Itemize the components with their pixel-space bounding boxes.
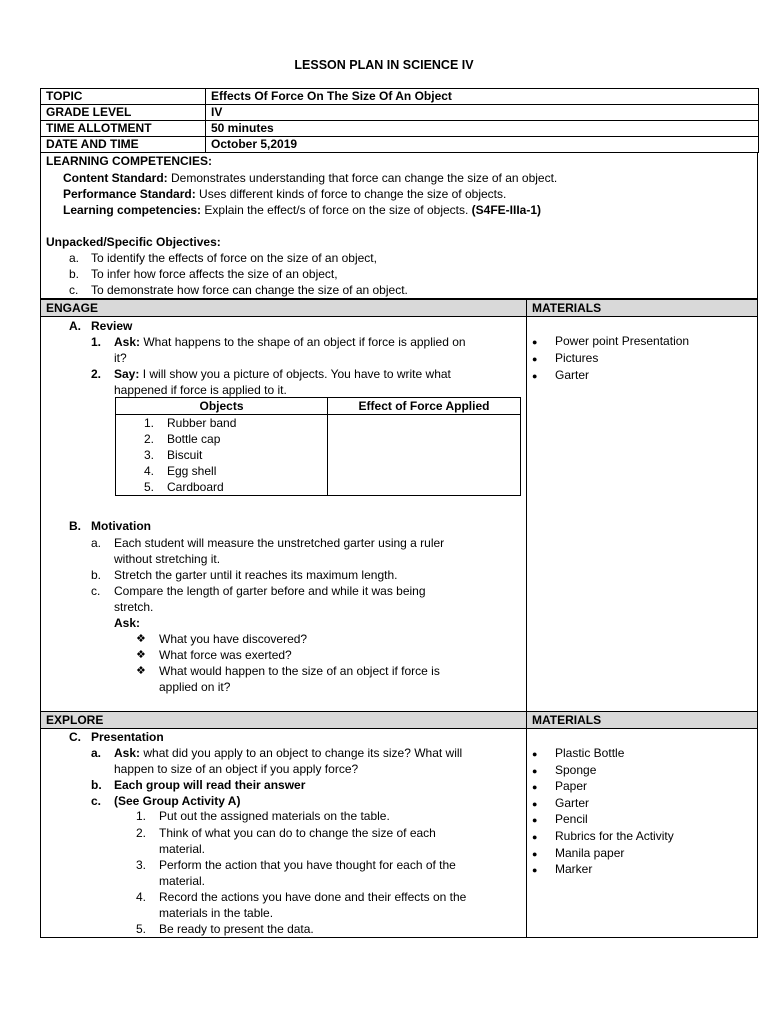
bullet-icon: ● [532,782,538,792]
presentation-title: Presentation [91,730,164,744]
motivation-a-marker: a. [91,536,102,550]
learning-competency-label: Learning competencies: [63,203,202,217]
presentation-b-text: Each group will read their answer [114,778,306,792]
material-item [532,763,596,777]
step-number: 4. [136,890,147,904]
presentation-b [91,777,305,793]
motivation-c-text: Compare the length of garter before and while it was being [114,584,426,598]
column-divider [526,300,527,711]
question-3 [136,663,440,679]
step-3 [136,857,456,873]
step-number: 1. [136,809,147,823]
material-item [532,334,689,348]
info-row-time [41,121,759,137]
time-label: TIME ALLOTMENT [41,121,206,137]
material-item [532,779,587,793]
competencies-section [40,153,758,299]
review-ask [91,334,466,350]
presentation-b-marker: b. [91,778,102,792]
say-continuation: happened if force is applied to it. [114,383,287,397]
objective-marker: a. [69,251,80,265]
explore-header: EXPLORE [46,713,104,727]
object-item [116,479,327,495]
ask-continuation: it? [114,351,127,365]
engage-materials-header: MATERIALS [532,301,602,315]
ask-text: What happens to the shape of an object if force is applied on [143,335,466,349]
say-text: I will show you a picture of objects. You have to write what [142,367,451,381]
motivation-c-marker: c. [91,584,101,598]
object-name: Cardboard [167,480,224,494]
motivation-title: Motivation [91,519,151,533]
material-text: Manila paper [555,846,625,860]
motivation-ask-label: Ask: [114,616,141,630]
ask-label: Ask: [114,335,141,349]
bullet-icon: ● [532,766,538,776]
bullet-icon: ● [532,749,538,759]
material-text: Garter [555,368,590,382]
step-5 [136,921,314,937]
review-say [91,366,451,382]
engage-header: ENGAGE [46,301,99,315]
info-row-date [41,137,759,153]
grade-label: GRADE LEVEL [41,105,206,121]
objects-list-cell [116,415,328,496]
content-standard-label: Content Standard: [63,171,168,185]
date-label: DATE AND TIME [41,137,206,153]
object-item [116,415,327,431]
motivation-a-text: Each student will measure the unstretched garter using a ruler [114,536,445,550]
material-item [532,846,624,860]
say-label: Say: [114,367,140,381]
material-text: Rubrics for the Activity [555,829,674,843]
info-row-topic [41,89,759,105]
material-text: Plastic Bottle [555,746,625,760]
performance-standard-label: Performance Standard: [63,187,196,201]
object-name: Rubber band [167,416,237,430]
motivation-b-text: Stretch the garter until it reaches its maximum length. [114,568,398,582]
learning-competency [63,203,541,217]
material-item [532,746,624,760]
motivation-b [91,567,397,583]
step-4-continuation: materials in the table. [159,906,274,920]
object-name: Egg shell [167,464,217,478]
document-title: LESSON PLAN IN SCIENCE IV [294,58,474,72]
explore-header-bar [41,712,757,729]
material-item [532,829,674,843]
presentation-a-text: what did you apply to an object to change its size? What will [143,746,463,760]
engage-header-bar [41,300,757,317]
objective-marker: c. [69,283,79,297]
step-text: Be ready to present the data. [159,922,314,936]
diamond-bullet-icon: ❖ [136,665,146,677]
motivation-marker: B. [69,519,81,533]
question-3-continuation: applied on it? [159,680,231,694]
review-marker: A. [69,319,81,333]
objectives-heading: Unpacked/Specific Objectives: [46,235,221,249]
explore-materials-header: MATERIALS [532,713,602,727]
object-item [116,463,327,479]
step-text: Think of what you can do to change the size of each [159,826,436,840]
topic-value: Effects Of Force On The Size Of An Object [206,89,759,105]
material-text: Garter [555,796,590,810]
topic-label: TOPIC [41,89,206,105]
step-number: 3. [136,858,147,872]
learning-competency-code: (S4FE-IIIa-1) [471,203,542,217]
column-divider [526,712,527,937]
presentation-a-label: Ask: [114,746,141,760]
step-1 [136,808,390,824]
bullet-icon: ● [532,849,538,859]
step-3-continuation: material. [159,874,206,888]
objective-text: To identify the effects of force on the size of an object, [91,251,377,265]
objective-b [69,267,338,281]
presentation-a-marker: a. [91,746,102,760]
time-value: 50 minutes [206,121,759,137]
material-item [532,796,589,810]
material-text: Power point Presentation [555,334,690,348]
objective-text: To demonstrate how force can change the size of an object. [91,283,408,297]
step-text: Perform the action that you have thought for each of the [159,858,456,872]
presentation-heading [69,729,164,745]
object-name: Bottle cap [167,432,221,446]
bullet-icon: ● [532,337,538,347]
presentation-c-text: (See Group Activity A) [114,794,241,808]
objective-c [69,283,408,297]
question-text: What would happen to the size of an object if force is [159,664,440,678]
ask-marker: 1. [91,335,102,349]
objects-column-header: Objects [116,398,328,415]
motivation-a-continuation: without stretching it. [114,552,221,566]
content-standard [63,171,557,185]
object-item [116,431,327,447]
lesson-info-table [40,88,759,153]
question-1 [136,631,307,647]
explore-section [40,711,758,938]
presentation-c-marker: c. [91,794,102,808]
presentation-c [91,793,240,809]
bullet-icon: ● [532,799,538,809]
step-4 [136,889,466,905]
performance-standard [63,187,506,201]
material-item [532,368,589,382]
bullet-icon: ● [532,832,538,842]
bullet-icon: ● [532,865,538,875]
object-number: 4. [144,464,155,478]
date-value: October 5,2019 [206,137,759,153]
motivation-heading [69,518,151,534]
question-2 [136,647,292,663]
bullet-icon: ● [532,354,538,364]
material-text: Marker [555,862,593,876]
material-item [532,812,588,826]
question-text: What you have discovered? [159,632,308,646]
objects-table [115,397,521,496]
material-text: Pencil [555,812,588,826]
object-number: 5. [144,480,155,494]
objective-marker: b. [69,267,80,281]
motivation-a [91,535,444,551]
bullet-icon: ● [532,371,538,381]
diamond-bullet-icon: ❖ [136,633,146,645]
review-heading [69,318,132,334]
step-number: 2. [136,826,147,840]
presentation-marker: C. [69,730,81,744]
motivation-c-continuation: stretch. [114,600,154,614]
material-item [532,351,598,365]
step-text: Put out the assigned materials on the table. [159,809,390,823]
material-text: Paper [555,779,588,793]
bullet-icon: ● [532,815,538,825]
step-2 [136,825,436,841]
presentation-a [91,745,462,761]
grade-value: IV [206,105,759,121]
material-item [532,862,592,876]
material-text: Pictures [555,351,599,365]
effect-blank-cell [328,415,521,496]
object-number: 3. [144,448,155,462]
performance-standard-text: Uses different kinds of force to change the size of objects. [199,187,507,201]
material-text: Sponge [555,763,597,777]
step-2-continuation: material. [159,842,206,856]
info-row-grade [41,105,759,121]
review-title: Review [91,319,133,333]
step-number: 5. [136,922,147,936]
motivation-c [91,583,426,599]
effect-column-header: Effect of Force Applied [328,398,521,415]
competencies-heading: LEARNING COMPETENCIES: [46,154,213,168]
motivation-b-marker: b. [91,568,102,582]
objective-text: To infer how force affects the size of an object, [91,267,338,281]
engage-section [40,299,758,712]
object-number: 2. [144,432,155,446]
diamond-bullet-icon: ❖ [136,649,146,661]
presentation-a-continuation: happen to size of an object if you apply force? [114,762,359,776]
step-text: Record the actions you have done and their effects on the [159,890,467,904]
content-standard-text: Demonstrates understanding that force can change the size of an object. [171,171,558,185]
learning-competency-text: Explain the effect/s of force on the size of objects. [204,203,469,217]
object-item [116,447,327,463]
object-name: Biscuit [167,448,203,462]
say-marker: 2. [91,367,102,381]
objective-a [69,251,377,265]
object-number: 1. [144,416,155,430]
question-text: What force was exerted? [159,648,292,662]
